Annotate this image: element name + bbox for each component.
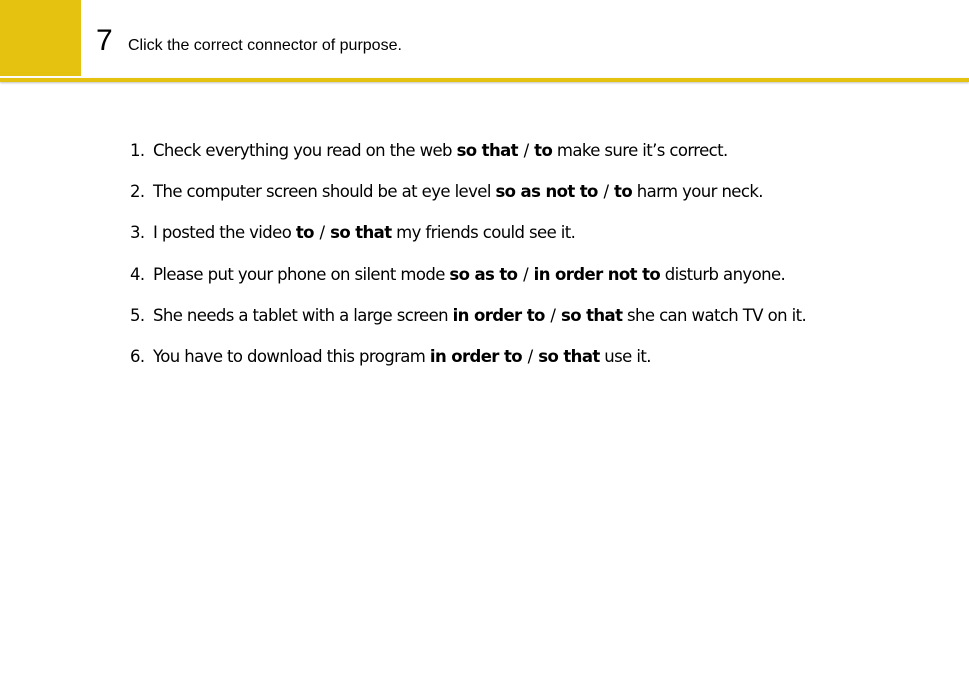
item-number: 5. [130, 305, 145, 325]
option-2-button[interactable]: so that [561, 305, 623, 325]
item-number: 4. [130, 264, 145, 284]
option-1-button[interactable]: so as to [449, 264, 518, 284]
sentence-end: disturb anyone. [660, 264, 786, 284]
sentence-start: The computer screen should be at eye level [153, 182, 496, 202]
sentence-end: she can watch TV on it. [622, 305, 807, 325]
sentence-end: use it. [599, 346, 651, 366]
option-2-button[interactable]: to [534, 141, 553, 160]
exercise-number: 7 [96, 24, 113, 57]
option-2-button[interactable]: to [614, 182, 633, 202]
sentence-end: make sure it’s correct. [552, 141, 728, 160]
option-1-button[interactable]: to [295, 223, 314, 243]
sentence-start: I posted the video [153, 223, 296, 243]
exercise-item-5 [130, 305, 806, 346]
item-number: 1. [130, 141, 145, 160]
option-separator: / [523, 346, 538, 366]
sentence-end: my friends could see it. [391, 223, 576, 243]
option-separator: / [598, 182, 614, 202]
header-divider [0, 78, 969, 82]
option-separator: / [314, 223, 330, 243]
sentence-start: Please put your phone on silent mode [153, 264, 450, 284]
option-1-button[interactable]: in order to [429, 346, 523, 366]
sentence-start: She needs a tablet with a large screen [153, 305, 453, 325]
exercise-item-4 [130, 264, 806, 305]
sentence-start: You have to download this program [153, 346, 430, 366]
exercise-item-3 [130, 222, 806, 263]
option-1-button[interactable]: so that [456, 141, 518, 160]
exercise-instruction: Click the correct connector of purpose. [128, 37, 402, 54]
option-2-button[interactable]: in order not to [533, 264, 661, 284]
exercise-item-2 [130, 181, 806, 222]
header-accent-block [0, 0, 81, 76]
option-separator: / [545, 305, 561, 325]
sentence-end: harm your neck. [632, 182, 763, 202]
exercise-item-1 [130, 140, 806, 181]
sentence-start: Check everything you read on the web [153, 141, 457, 160]
exercise-list [130, 140, 806, 387]
option-1-button[interactable]: so as not to [495, 182, 598, 202]
option-2-button[interactable]: so that [330, 223, 392, 243]
option-2-button[interactable]: so that [538, 346, 600, 366]
item-number: 6. [130, 346, 145, 366]
option-1-button[interactable]: in order to [452, 305, 545, 325]
exercise-item-6 [130, 346, 806, 387]
option-separator: / [518, 264, 533, 284]
option-separator: / [518, 141, 534, 160]
item-number: 2. [130, 182, 145, 202]
item-number: 3. [130, 223, 145, 243]
